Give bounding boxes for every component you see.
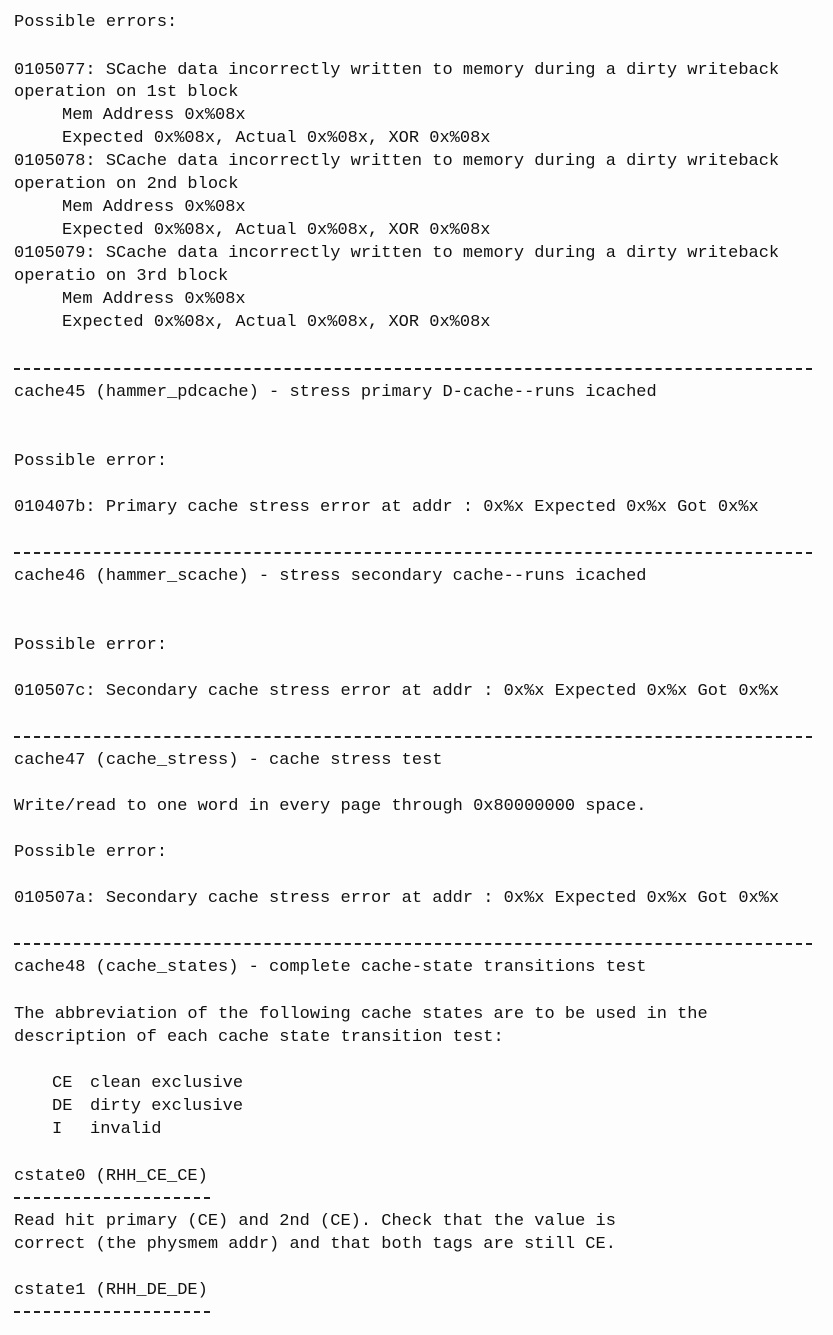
possible-errors-heading: Possible errors: (14, 13, 178, 32)
cache45-error-heading: Possible error: (14, 452, 168, 471)
cache47-error-heading: Possible error: (14, 843, 168, 862)
cache47-description: Write/read to one word in every page through 0x80000000 space. (14, 797, 647, 816)
error-0105079-address: Mem Address 0x%08x (62, 290, 246, 309)
cache48-intro-line1: The abbreviation of the following cache states are to be used in the (14, 1005, 708, 1024)
cache46-error: 010507c: Secondary cache stress error at addr : 0x%x Expected 0x%x Got 0x%x (14, 682, 780, 701)
cache47-title: cache47 (cache_stress) - cache stress test (14, 751, 443, 770)
cache48-title: cache48 (cache_states) - complete cache-state transitions test (14, 958, 647, 977)
error-0105078-line2: operation on 2nd block (14, 175, 239, 194)
cache45-error: 010407b: Primary cache stress error at addr : 0x%x Expected 0x%x Got 0x%x (14, 498, 759, 517)
abbreviation-meaning-i: invalid (90, 1120, 162, 1139)
cache46-error-heading: Possible error: (14, 636, 168, 655)
section-divider (14, 368, 812, 370)
section-divider (14, 736, 812, 738)
cstate0-line2: correct (the physmem addr) and that both tags are still CE. (14, 1235, 616, 1254)
abbreviation-code-ce: CE (52, 1074, 73, 1093)
error-0105078-expected: Expected 0x%08x, Actual 0x%08x, XOR 0x%08x (62, 221, 491, 240)
abbreviation-meaning-de: dirty exclusive (90, 1097, 244, 1116)
abbreviation-code-i: I (52, 1120, 63, 1139)
error-0105077-line2: operation on 1st block (14, 83, 239, 102)
cstate0-underline (14, 1197, 210, 1199)
error-0105079-expected: Expected 0x%08x, Actual 0x%08x, XOR 0x%08x (62, 313, 491, 332)
section-divider (14, 943, 812, 945)
cache46-title: cache46 (hammer_scache) - stress secondary cache--runs icached (14, 567, 647, 586)
error-0105077-line1: 0105077: SCache data incorrectly written to memory during a dirty writeback (14, 61, 780, 80)
cstate0-line1: Read hit primary (CE) and 2nd (CE). Check that the value is (14, 1212, 616, 1231)
section-divider (14, 552, 812, 554)
cache47-error: 010507a: Secondary cache stress error at addr : 0x%x Expected 0x%x Got 0x%x (14, 889, 780, 908)
cstate0-title: cstate0 (RHH_CE_CE) (14, 1167, 208, 1186)
error-0105077-address: Mem Address 0x%08x (62, 106, 246, 125)
abbreviation-code-de: DE (52, 1097, 73, 1116)
error-0105079-line2: operatio on 3rd block (14, 267, 229, 286)
cache45-title: cache45 (hammer_pdcache) - stress primary D-cache--runs icached (14, 383, 657, 402)
error-0105078-address: Mem Address 0x%08x (62, 198, 246, 217)
cstate1-title: cstate1 (RHH_DE_DE) (14, 1281, 208, 1300)
cache48-intro-line2: description of each cache state transition test: (14, 1028, 504, 1047)
cstate1-underline (14, 1311, 210, 1313)
error-0105078-line1: 0105078: SCache data incorrectly written to memory during a dirty writeback (14, 152, 780, 171)
abbreviation-meaning-ce: clean exclusive (90, 1074, 244, 1093)
error-0105079-line1: 0105079: SCache data incorrectly written to memory during a dirty writeback (14, 244, 780, 263)
error-0105077-expected: Expected 0x%08x, Actual 0x%08x, XOR 0x%08x (62, 129, 491, 148)
